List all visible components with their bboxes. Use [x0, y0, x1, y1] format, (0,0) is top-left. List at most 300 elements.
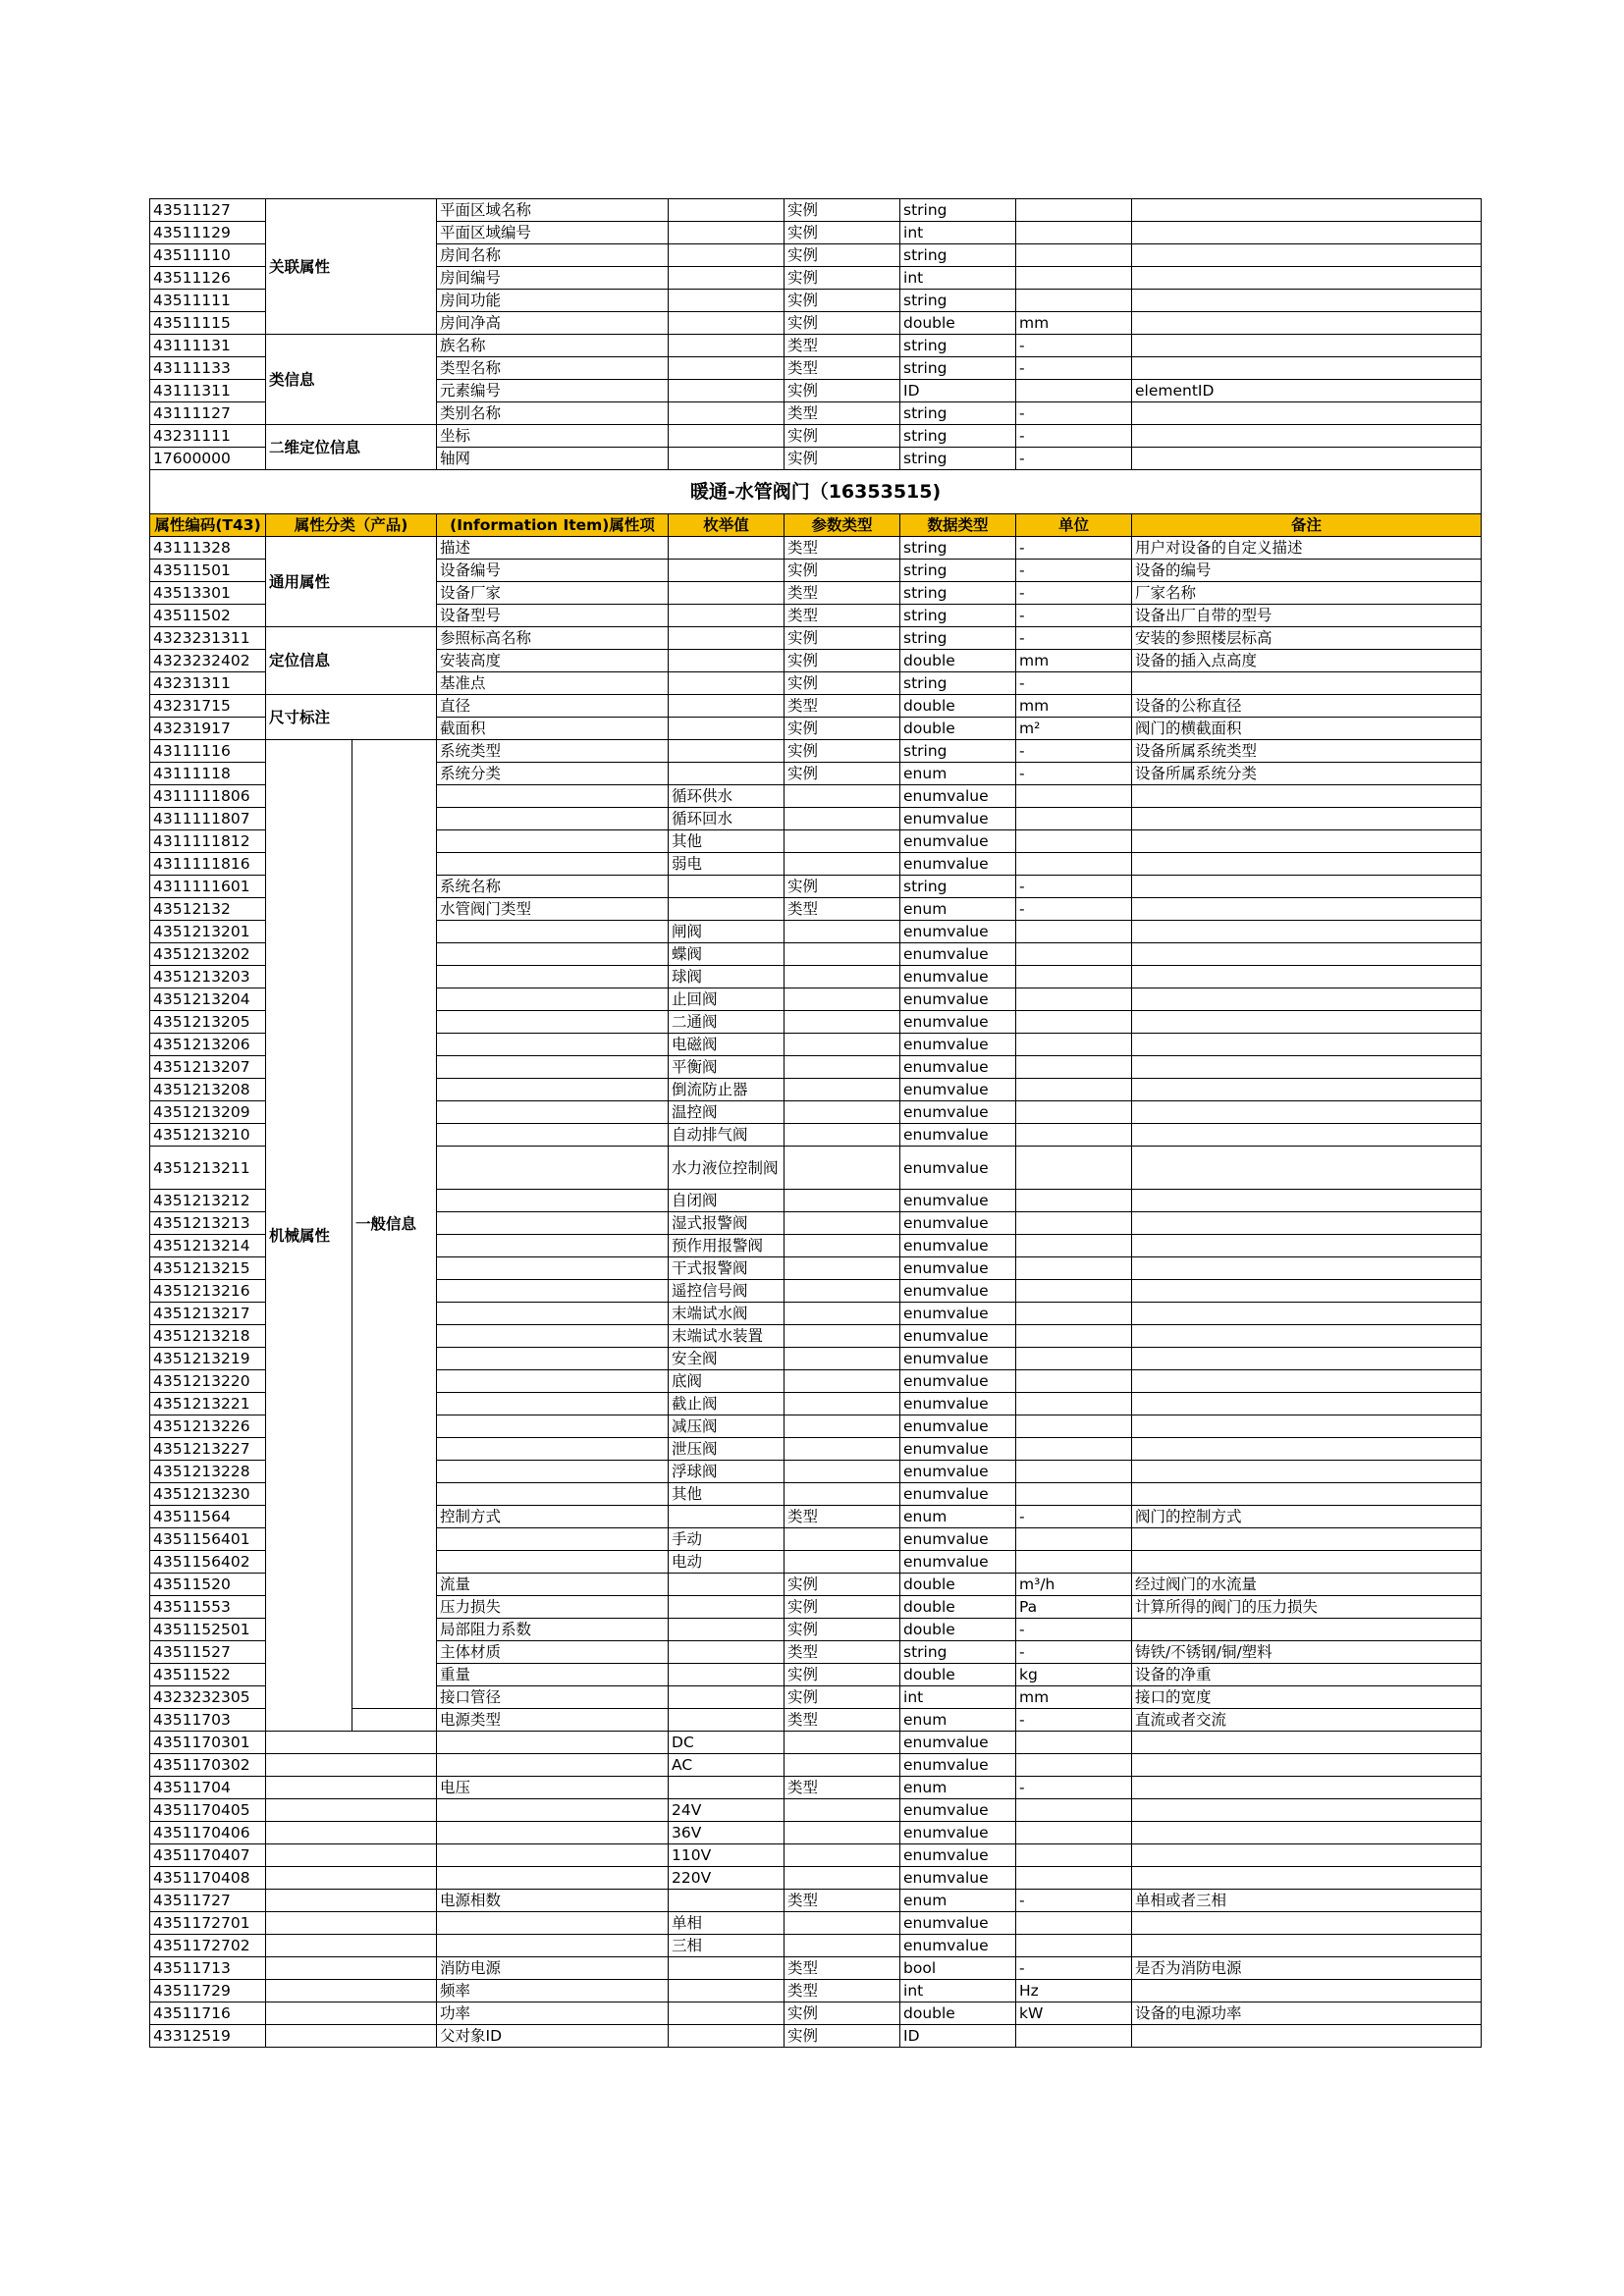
data-type-cell: enumvalue — [900, 988, 1016, 1011]
unit-cell — [1016, 1147, 1132, 1190]
note-cell — [1132, 2025, 1482, 2048]
code-cell: 4351213214 — [150, 1235, 266, 1257]
note-cell — [1132, 1325, 1482, 1348]
enum-cell: 24V — [669, 1799, 785, 1822]
data-type-cell: enumvalue — [900, 1212, 1016, 1235]
note-cell — [1132, 1438, 1482, 1461]
param-type-cell — [785, 1147, 900, 1190]
unit-cell — [1016, 1235, 1132, 1257]
category-cell — [266, 1844, 437, 1867]
item-cell: 平面区域名称 — [437, 199, 669, 222]
param-type-cell — [785, 1190, 900, 1212]
param-type-cell — [785, 1212, 900, 1235]
item-cell — [437, 1912, 669, 1935]
note-cell: 是否为消防电源 — [1132, 1957, 1482, 1980]
param-type-cell — [785, 988, 900, 1011]
note-cell — [1132, 1212, 1482, 1235]
data-type-cell: enumvalue — [900, 1461, 1016, 1483]
data-type-cell: enumvalue — [900, 1056, 1016, 1079]
note-cell: 安装的参照楼层标高 — [1132, 627, 1482, 650]
data-type-cell: double — [900, 1596, 1016, 1619]
code-cell: 43511126 — [150, 267, 266, 290]
code-cell: 43511727 — [150, 1890, 266, 1912]
note-cell: 接口的宽度 — [1132, 1686, 1482, 1709]
code-cell: 43511527 — [150, 1641, 266, 1664]
param-type-cell — [785, 1483, 900, 1506]
code-cell: 43111127 — [150, 402, 266, 425]
enum-cell — [669, 1777, 785, 1799]
subcategory-cell: 一般信息 — [352, 740, 437, 1709]
item-cell: 频率 — [437, 1980, 669, 2002]
item-cell — [437, 808, 669, 830]
code-cell: 4351170302 — [150, 1754, 266, 1777]
data-type-cell: enum — [900, 1506, 1016, 1528]
data-type-cell: string — [900, 605, 1016, 627]
data-type-cell: enum — [900, 1890, 1016, 1912]
unit-cell — [1016, 1867, 1132, 1890]
param-type-cell — [785, 1034, 900, 1056]
note-cell: 用户对设备的自定义描述 — [1132, 537, 1482, 560]
item-cell — [437, 966, 669, 988]
unit-cell: - — [1016, 1957, 1132, 1980]
data-type-cell: enumvalue — [900, 921, 1016, 943]
enum-cell — [669, 1619, 785, 1641]
data-type-cell: enumvalue — [900, 853, 1016, 876]
param-type-cell: 类型 — [785, 1777, 900, 1799]
category-cell: 类信息 — [266, 335, 437, 425]
note-cell — [1132, 1867, 1482, 1890]
enum-cell: 其他 — [669, 830, 785, 853]
data-type-cell: enum — [900, 898, 1016, 921]
table-row — [150, 1732, 1482, 1754]
code-cell: 43231917 — [150, 718, 266, 740]
param-type-cell — [785, 1732, 900, 1754]
enum-cell — [669, 876, 785, 898]
table-row — [150, 1957, 1482, 1980]
note-cell: 设备所属系统类型 — [1132, 740, 1482, 763]
item-cell — [437, 1799, 669, 1822]
unit-cell: - — [1016, 1619, 1132, 1641]
enum-cell — [669, 1957, 785, 1980]
enum-cell: 110V — [669, 1844, 785, 1867]
column-header: (Information Item)属性项 — [437, 514, 669, 537]
note-cell — [1132, 1257, 1482, 1280]
enum-cell: 手动 — [669, 1528, 785, 1551]
enum-cell: 弱电 — [669, 853, 785, 876]
item-cell: 电源相数 — [437, 1890, 669, 1912]
enum-cell — [669, 199, 785, 222]
item-cell: 元素编号 — [437, 380, 669, 402]
unit-cell: - — [1016, 605, 1132, 627]
data-type-cell: enumvalue — [900, 1011, 1016, 1034]
table-row — [150, 1799, 1482, 1822]
note-cell: 铸铁/不锈钢/铜/塑料 — [1132, 1641, 1482, 1664]
enum-cell — [669, 402, 785, 425]
enum-cell — [669, 2025, 785, 2048]
note-cell: 设备的编号 — [1132, 560, 1482, 582]
param-type-cell: 实例 — [785, 199, 900, 222]
param-type-cell: 实例 — [785, 425, 900, 448]
param-type-cell — [785, 1799, 900, 1822]
code-cell: 43511129 — [150, 222, 266, 244]
enum-cell — [669, 672, 785, 695]
unit-cell — [1016, 267, 1132, 290]
note-cell — [1132, 448, 1482, 470]
item-cell: 设备编号 — [437, 560, 669, 582]
note-cell — [1132, 1912, 1482, 1935]
data-type-cell: enumvalue — [900, 1528, 1016, 1551]
column-header: 参数类型 — [785, 514, 900, 537]
data-type-cell: string — [900, 402, 1016, 425]
category-cell — [266, 2002, 437, 2025]
item-cell — [437, 988, 669, 1011]
param-type-cell — [785, 1844, 900, 1867]
unit-cell: - — [1016, 402, 1132, 425]
code-cell: 43231715 — [150, 695, 266, 718]
category-cell — [266, 1935, 437, 1957]
column-header: 数据类型 — [900, 514, 1016, 537]
item-cell — [437, 1124, 669, 1147]
data-type-cell: enumvalue — [900, 1393, 1016, 1415]
note-cell — [1132, 1461, 1482, 1483]
unit-cell — [1016, 1257, 1132, 1280]
param-type-cell — [785, 1912, 900, 1935]
data-type-cell: string — [900, 244, 1016, 267]
param-type-cell — [785, 1935, 900, 1957]
item-cell: 控制方式 — [437, 1506, 669, 1528]
enum-cell: 底阀 — [669, 1370, 785, 1393]
attribute-table — [149, 198, 1482, 2048]
param-type-cell: 类型 — [785, 582, 900, 605]
data-type-cell: string — [900, 290, 1016, 312]
enum-cell — [669, 1664, 785, 1686]
enum-cell: 安全阀 — [669, 1348, 785, 1370]
enum-cell: 单相 — [669, 1912, 785, 1935]
data-type-cell: string — [900, 582, 1016, 605]
param-type-cell — [785, 1011, 900, 1034]
note-cell: 厂家名称 — [1132, 582, 1482, 605]
item-cell: 父对象ID — [437, 2025, 669, 2048]
enum-cell — [669, 560, 785, 582]
enum-cell — [669, 605, 785, 627]
unit-cell — [1016, 1034, 1132, 1056]
unit-cell — [1016, 1754, 1132, 1777]
enum-cell — [669, 448, 785, 470]
category-cell: 二维定位信息 — [266, 425, 437, 470]
enum-cell — [669, 627, 785, 650]
item-cell: 类别名称 — [437, 402, 669, 425]
enum-cell — [669, 1641, 785, 1664]
data-type-cell: enumvalue — [900, 1551, 1016, 1574]
code-cell: 4351213211 — [150, 1147, 266, 1190]
data-type-cell: enumvalue — [900, 1079, 1016, 1101]
item-cell — [437, 943, 669, 966]
section-title-row — [150, 470, 1482, 514]
note-cell — [1132, 1190, 1482, 1212]
code-cell: 43513301 — [150, 582, 266, 605]
table-row — [150, 1980, 1482, 2002]
enum-cell: 循环供水 — [669, 785, 785, 808]
unit-cell: mm — [1016, 1686, 1132, 1709]
data-type-cell: enumvalue — [900, 1257, 1016, 1280]
data-type-cell: string — [900, 335, 1016, 357]
data-type-cell: enumvalue — [900, 1732, 1016, 1754]
data-type-cell: enumvalue — [900, 1190, 1016, 1212]
data-type-cell: double — [900, 312, 1016, 335]
enum-cell — [669, 357, 785, 380]
note-cell: 设备所属系统分类 — [1132, 763, 1482, 785]
enum-cell: 湿式报警阀 — [669, 1212, 785, 1235]
note-cell — [1132, 1732, 1482, 1754]
code-cell: 43111118 — [150, 763, 266, 785]
data-type-cell: double — [900, 2002, 1016, 2025]
code-cell: 4351213215 — [150, 1257, 266, 1280]
unit-cell — [1016, 1101, 1132, 1124]
item-cell — [437, 1528, 669, 1551]
item-cell — [437, 1348, 669, 1370]
param-type-cell — [785, 1101, 900, 1124]
code-cell: 43511502 — [150, 605, 266, 627]
code-cell: 4311111807 — [150, 808, 266, 830]
code-cell: 43111133 — [150, 357, 266, 380]
item-cell: 安装高度 — [437, 650, 669, 672]
note-cell — [1132, 1370, 1482, 1393]
param-type-cell — [785, 785, 900, 808]
param-type-cell — [785, 1235, 900, 1257]
code-cell: 43511520 — [150, 1574, 266, 1596]
enum-cell: 浮球阀 — [669, 1461, 785, 1483]
enum-cell: 减压阀 — [669, 1415, 785, 1438]
enum-cell — [669, 1574, 785, 1596]
param-type-cell: 实例 — [785, 1574, 900, 1596]
note-cell: elementID — [1132, 380, 1482, 402]
enum-cell — [669, 1709, 785, 1732]
data-type-cell: enum — [900, 1709, 1016, 1732]
enum-cell: 末端试水装置 — [669, 1325, 785, 1348]
param-type-cell: 实例 — [785, 763, 900, 785]
item-cell: 描述 — [437, 537, 669, 560]
code-cell: 4323232402 — [150, 650, 266, 672]
param-type-cell — [785, 1370, 900, 1393]
unit-cell — [1016, 1822, 1132, 1844]
note-cell — [1132, 1079, 1482, 1101]
item-cell: 设备厂家 — [437, 582, 669, 605]
enum-cell — [669, 380, 785, 402]
data-type-cell: enumvalue — [900, 1867, 1016, 1890]
note-cell — [1132, 1034, 1482, 1056]
enum-cell — [669, 582, 785, 605]
param-type-cell: 类型 — [785, 605, 900, 627]
note-cell — [1132, 853, 1482, 876]
unit-cell — [1016, 943, 1132, 966]
code-cell: 43511522 — [150, 1664, 266, 1686]
unit-cell: - — [1016, 425, 1132, 448]
code-cell: 4351213208 — [150, 1079, 266, 1101]
param-type-cell: 类型 — [785, 357, 900, 380]
enum-cell: 二通阀 — [669, 1011, 785, 1034]
category-cell — [266, 2025, 437, 2048]
unit-cell: - — [1016, 1890, 1132, 1912]
code-cell: 43111328 — [150, 537, 266, 560]
enum-cell — [669, 537, 785, 560]
unit-cell — [1016, 1212, 1132, 1235]
enum-cell — [669, 763, 785, 785]
enum-cell — [669, 650, 785, 672]
note-cell — [1132, 425, 1482, 448]
code-cell: 4311111816 — [150, 853, 266, 876]
unit-cell — [1016, 1303, 1132, 1325]
item-cell: 功率 — [437, 2002, 669, 2025]
note-cell — [1132, 402, 1482, 425]
code-cell: 4351156402 — [150, 1551, 266, 1574]
note-cell — [1132, 785, 1482, 808]
unit-cell — [1016, 1935, 1132, 1957]
note-cell — [1132, 808, 1482, 830]
enum-cell: 三相 — [669, 1935, 785, 1957]
unit-cell: - — [1016, 448, 1132, 470]
unit-cell — [1016, 853, 1132, 876]
code-cell: 4351170407 — [150, 1844, 266, 1867]
unit-cell: - — [1016, 560, 1132, 582]
item-cell: 截面积 — [437, 718, 669, 740]
table-row — [150, 627, 1482, 650]
param-type-cell: 实例 — [785, 448, 900, 470]
note-cell: 计算所得的阀门的压力损失 — [1132, 1596, 1482, 1619]
unit-cell — [1016, 1415, 1132, 1438]
param-type-cell: 实例 — [785, 740, 900, 763]
code-cell: 43511115 — [150, 312, 266, 335]
unit-cell: - — [1016, 763, 1132, 785]
item-cell: 主体材质 — [437, 1641, 669, 1664]
data-type-cell: enumvalue — [900, 1844, 1016, 1867]
unit-cell: kg — [1016, 1664, 1132, 1686]
param-type-cell: 类型 — [785, 1506, 900, 1528]
data-type-cell: bool — [900, 1957, 1016, 1980]
unit-cell — [1016, 808, 1132, 830]
item-cell — [437, 1483, 669, 1506]
unit-cell — [1016, 1551, 1132, 1574]
code-cell: 43511704 — [150, 1777, 266, 1799]
unit-cell — [1016, 1124, 1132, 1147]
enum-cell: 220V — [669, 1867, 785, 1890]
code-cell: 43511713 — [150, 1957, 266, 1980]
item-cell — [437, 1438, 669, 1461]
note-cell — [1132, 1822, 1482, 1844]
item-cell — [437, 921, 669, 943]
code-cell: 4351156401 — [150, 1528, 266, 1551]
param-type-cell — [785, 966, 900, 988]
item-cell: 参照标高名称 — [437, 627, 669, 650]
param-type-cell — [785, 1257, 900, 1280]
enum-cell: 电磁阀 — [669, 1034, 785, 1056]
table-row — [150, 1867, 1482, 1890]
enum-cell: 水力液位控制阀 — [669, 1147, 785, 1190]
section-title: 暖通-水管阀门（16353515) — [150, 470, 1482, 514]
code-cell: 43511716 — [150, 2002, 266, 2025]
unit-cell — [1016, 199, 1132, 222]
param-type-cell — [785, 1393, 900, 1415]
enum-cell — [669, 1506, 785, 1528]
param-type-cell — [785, 853, 900, 876]
note-cell — [1132, 966, 1482, 988]
param-type-cell: 实例 — [785, 560, 900, 582]
param-type-cell: 实例 — [785, 672, 900, 695]
column-header: 单位 — [1016, 514, 1132, 537]
item-cell: 电压 — [437, 1777, 669, 1799]
enum-cell — [669, 1596, 785, 1619]
unit-cell — [1016, 380, 1132, 402]
code-cell: 4311111812 — [150, 830, 266, 853]
unit-cell — [1016, 785, 1132, 808]
data-type-cell: enumvalue — [900, 1799, 1016, 1822]
data-type-cell: int — [900, 222, 1016, 244]
code-cell: 4351213228 — [150, 1461, 266, 1483]
data-type-cell: string — [900, 627, 1016, 650]
data-type-cell: enumvalue — [900, 1325, 1016, 1348]
note-cell — [1132, 1528, 1482, 1551]
table-row — [150, 1777, 1482, 1799]
code-cell: 4351213216 — [150, 1280, 266, 1303]
code-cell: 43511564 — [150, 1506, 266, 1528]
item-cell: 压力损失 — [437, 1596, 669, 1619]
unit-cell — [1016, 1844, 1132, 1867]
code-cell: 43111311 — [150, 380, 266, 402]
unit-cell — [1016, 1056, 1132, 1079]
data-type-cell: enumvalue — [900, 1438, 1016, 1461]
param-type-cell — [785, 1348, 900, 1370]
table-row — [150, 1890, 1482, 1912]
code-cell: 4351213212 — [150, 1190, 266, 1212]
unit-cell — [1016, 1280, 1132, 1303]
unit-cell: - — [1016, 876, 1132, 898]
item-cell — [437, 1867, 669, 1890]
note-cell — [1132, 1303, 1482, 1325]
note-cell — [1132, 988, 1482, 1011]
enum-cell: 干式报警阀 — [669, 1257, 785, 1280]
item-cell — [437, 1280, 669, 1303]
param-type-cell — [785, 808, 900, 830]
note-cell — [1132, 244, 1482, 267]
enum-cell — [669, 1686, 785, 1709]
data-type-cell: string — [900, 1641, 1016, 1664]
category-cell: 尺寸标注 — [266, 695, 437, 740]
code-cell: 43512132 — [150, 898, 266, 921]
unit-cell: mm — [1016, 312, 1132, 335]
category-cell: 机械属性 — [266, 740, 352, 1732]
param-type-cell — [785, 1056, 900, 1079]
note-cell — [1132, 1799, 1482, 1822]
item-cell: 房间编号 — [437, 267, 669, 290]
code-cell: 43511111 — [150, 290, 266, 312]
enum-cell — [669, 718, 785, 740]
param-type-cell: 实例 — [785, 876, 900, 898]
param-type-cell — [785, 943, 900, 966]
note-cell — [1132, 921, 1482, 943]
unit-cell: mm — [1016, 695, 1132, 718]
data-type-cell: double — [900, 1664, 1016, 1686]
code-cell: 43231111 — [150, 425, 266, 448]
data-type-cell: enumvalue — [900, 785, 1016, 808]
unit-cell — [1016, 1483, 1132, 1506]
item-cell: 水管阀门类型 — [437, 898, 669, 921]
unit-cell — [1016, 1528, 1132, 1551]
enum-cell: 自动排气阀 — [669, 1124, 785, 1147]
item-cell — [437, 1461, 669, 1483]
code-cell: 4351213202 — [150, 943, 266, 966]
param-type-cell: 实例 — [785, 1664, 900, 1686]
column-header: 属性编码(T43) — [150, 514, 266, 537]
table-row — [150, 2025, 1482, 2048]
